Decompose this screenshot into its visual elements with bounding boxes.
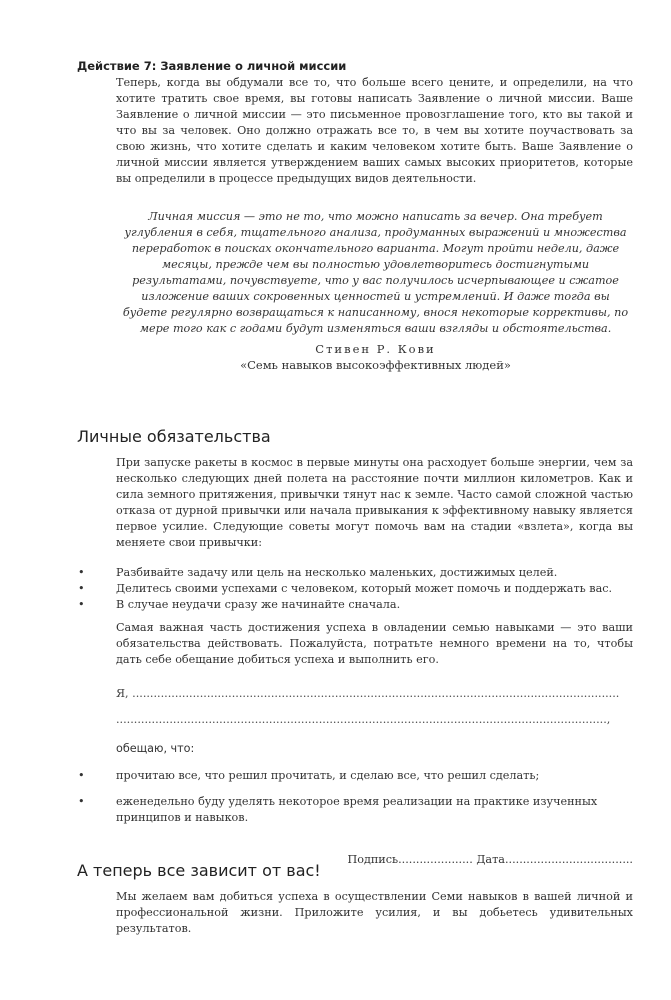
final-paragraph: Мы желаем вам добиться успеха в осуществлении Семи навыков в вашей личной и профессиональной жизни. Приложите усилия, и вы добьетесь удивительных результатов. xyxy=(116,890,633,935)
bullet-icon: • xyxy=(78,598,85,611)
tip-text: Разбивайте задачу или цель на несколько маленьких, достижимых целей. xyxy=(116,566,558,579)
list-item xyxy=(78,565,633,581)
commitment-paragraph: Самая важная часть достижения успеха в овладении семью навыками — это ваши обязательства действовать. Пожалуйста, потратьте немного времени на то, чтобы дать себе обещание добиться успеха и выполнить его. xyxy=(116,621,633,666)
tip-text: Делитесь своими успехами с человеком, который может помочь и поддержать вас. xyxy=(116,582,613,595)
signature-date-line: Подпись..................... Дата.................................... xyxy=(347,853,633,866)
bullet-icon: • xyxy=(78,582,85,595)
bullet-icon: • xyxy=(78,795,85,808)
promise-list-2 xyxy=(78,794,633,826)
list-item xyxy=(78,768,633,784)
list-item xyxy=(78,597,633,613)
bullet-icon: • xyxy=(78,769,85,782)
rocket-paragraph: При запуске ракеты в космос в первые минуты она расходует больше энергии, чем за несколько следующих дней полета на расстояние почти миллион километров. Как и сила земного притяжения, привычки тянут нас к земле. Часто самой сложной частью отказа от дурной привычки или начала привыкания к эффективному навыку является первое усилие. Следующие советы могут помочь вам на стадии «взлета», когда вы меняете свои привычки: xyxy=(116,456,633,549)
quote-author: Стивен Р. Кови xyxy=(315,342,436,356)
promise-list-1 xyxy=(78,768,633,784)
list-item xyxy=(78,794,633,826)
tips-list xyxy=(78,565,633,613)
quote-book-title: «Семь навыков высокоэффективных людей» xyxy=(240,358,511,372)
promise-text: еженедельно буду уделять некоторое время реализации на практике изученных принципов и навыков. xyxy=(116,795,598,824)
name-fill-line-continued: .........................................................................................................................................., xyxy=(116,713,611,726)
quote-block xyxy=(118,209,633,373)
action-heading: Действие 7: Заявление о личной миссии xyxy=(77,59,347,73)
mission-paragraph: Теперь, когда вы обдумали все то, что больше всего цените, и определили, на что хотите тратить свое время, вы готовы написать Заявление о личной миссии. Ваше Заявление о личной миссии — это письменное провозглашение того, кто вы такой и что вы за человек. Оно должно отражать все то, в чем вы хотите поучаствовать за свою жизнь, что хотите сделать и каким человеком хотите быть. Ваше Заявление о личной миссии является утверждением ваших самых высоких приоритетов, которые вы определили в процессе предыдущих видов деятельности. xyxy=(116,76,633,185)
promise-lead: обещаю, что: xyxy=(116,742,195,755)
promise-text: прочитаю все, что решил прочитать, и сделаю все, что решил сделать; xyxy=(116,769,540,782)
quote-text: Личная миссия — это не то, что можно написать за вечер. Она требует углубления в себя, тщательного анализа, продуманных выражений и множества переработок в поисках окончательного варианта. Могут пройти недели, даже месяцы, прежде чем вы полностью удовлетворитесь достигнутыми результатами, почувствуете, что у вас получилось исчерпывающее и сжатое изложение ваших сокровенных ценностей и устремлений. И даже тогда вы будете регулярно возвращаться к написанному, внося некоторые коррективы, по мере того как с годами будут изменяться ваши взгляды и обстоятельства. xyxy=(122,210,629,335)
name-fill-line: Я, ......................................................................................................................................... xyxy=(116,687,620,700)
tip-text: В случае неудачи сразу же начинайте сначала. xyxy=(116,598,401,611)
obligations-heading: Личные обязательства xyxy=(77,427,271,446)
bullet-icon: • xyxy=(78,566,85,579)
now-heading: А теперь все зависит от вас! xyxy=(77,861,321,880)
list-item xyxy=(78,581,633,597)
